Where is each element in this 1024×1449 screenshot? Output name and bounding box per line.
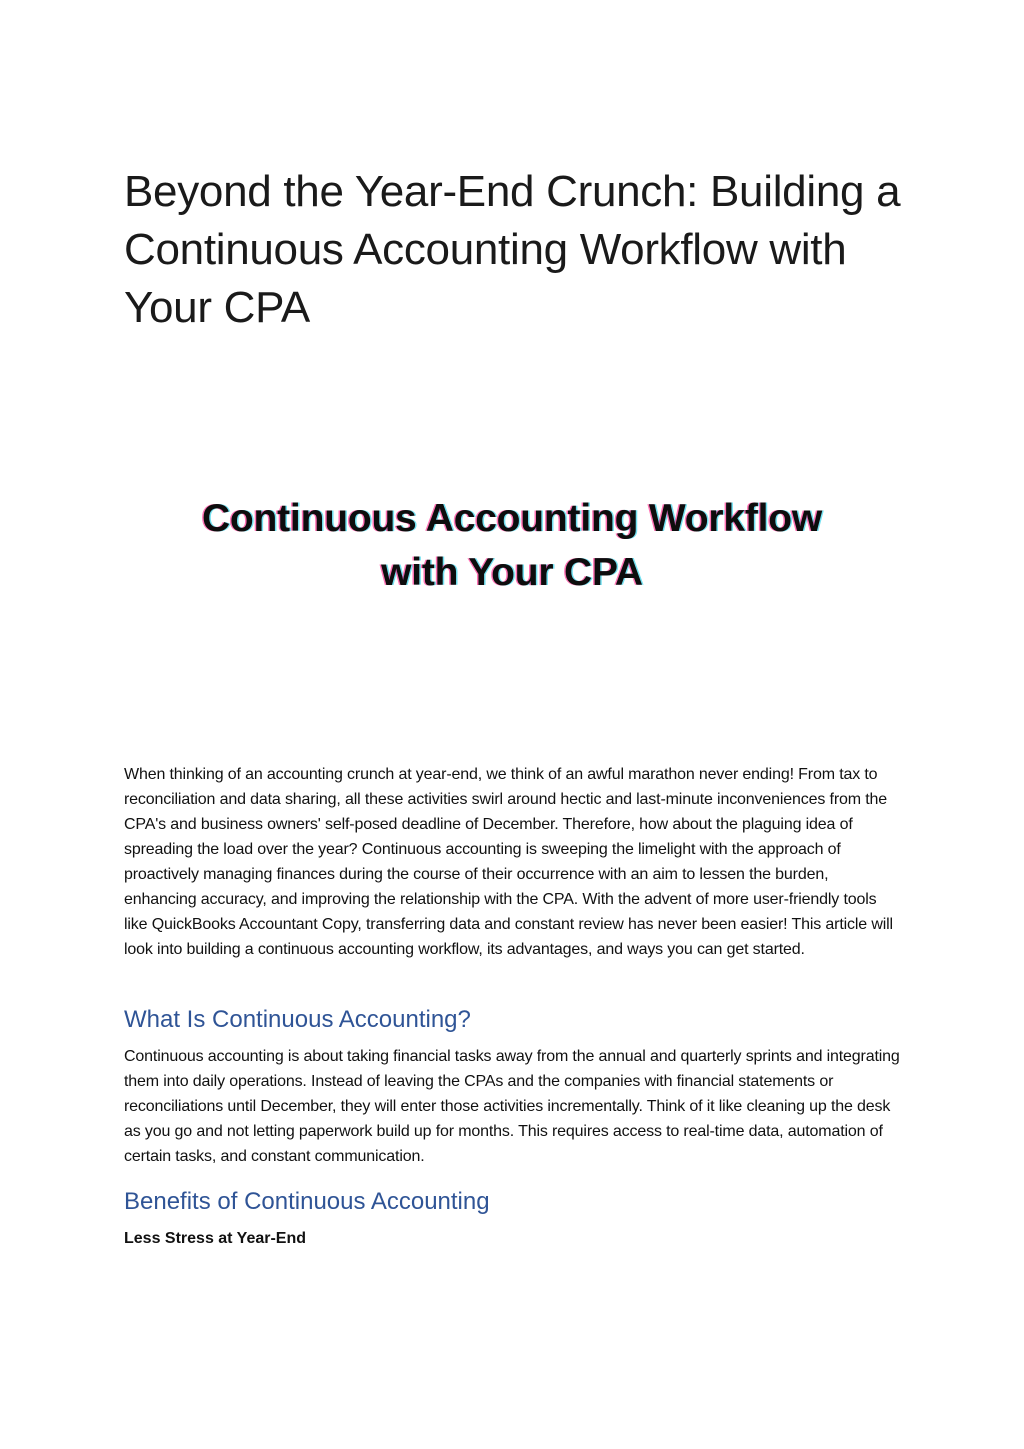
intro-paragraph: When thinking of an accounting crunch at year-end, we think of an awful marathon never ending! From tax to reconciliation and data sharing, all these activities swirl around hectic and last-minute inconveniences from the CPA's and business owners' self-posed deadline of December. Therefore, how about the plaguing idea of spreading the load over the year? Continuous accounting is sweeping the limelight with the approach of proactively managing finances during the course of their occurrence with an aim to lessen the burden, enhancing accuracy, and improving the relationship with the CPA. With the advent of more user-friendly tools like QuickBooks Accountant Copy, transferring data and constant review has never been easier! This article will look into building a continuous accounting workflow, its advantages, and ways you can get started. (124, 766, 893, 958)
subheading-less-stress: Less Stress at Year-End (124, 1230, 307, 1247)
banner-line-1: Continuous Accounting Workflow (201, 497, 823, 540)
section-heading-benefits: Benefits of Continuous Accounting (124, 1188, 490, 1215)
banner-line-2: with Your CPA (381, 551, 643, 594)
section-heading-what-is: What Is Continuous Accounting? (124, 1006, 471, 1033)
banner-text (124, 492, 900, 600)
document-title: Beyond the Year-End Crunch: Building a Continuous Accounting Workflow with Your CPA (124, 167, 901, 333)
banner-image (124, 480, 900, 610)
section-paragraph-what-is: Continuous accounting is about taking financial tasks away from the annual and quarterly sprints and integrating them into daily operations. Instead of leaving the CPAs and the companies with financial statements or reconciliations until December, they will enter those activities incrementally. Think of it like cleaning up the desk as you go and not letting paperwork build up for months. This requires access to real-time data, automation of certain tasks, and constant communication. (124, 1048, 900, 1165)
